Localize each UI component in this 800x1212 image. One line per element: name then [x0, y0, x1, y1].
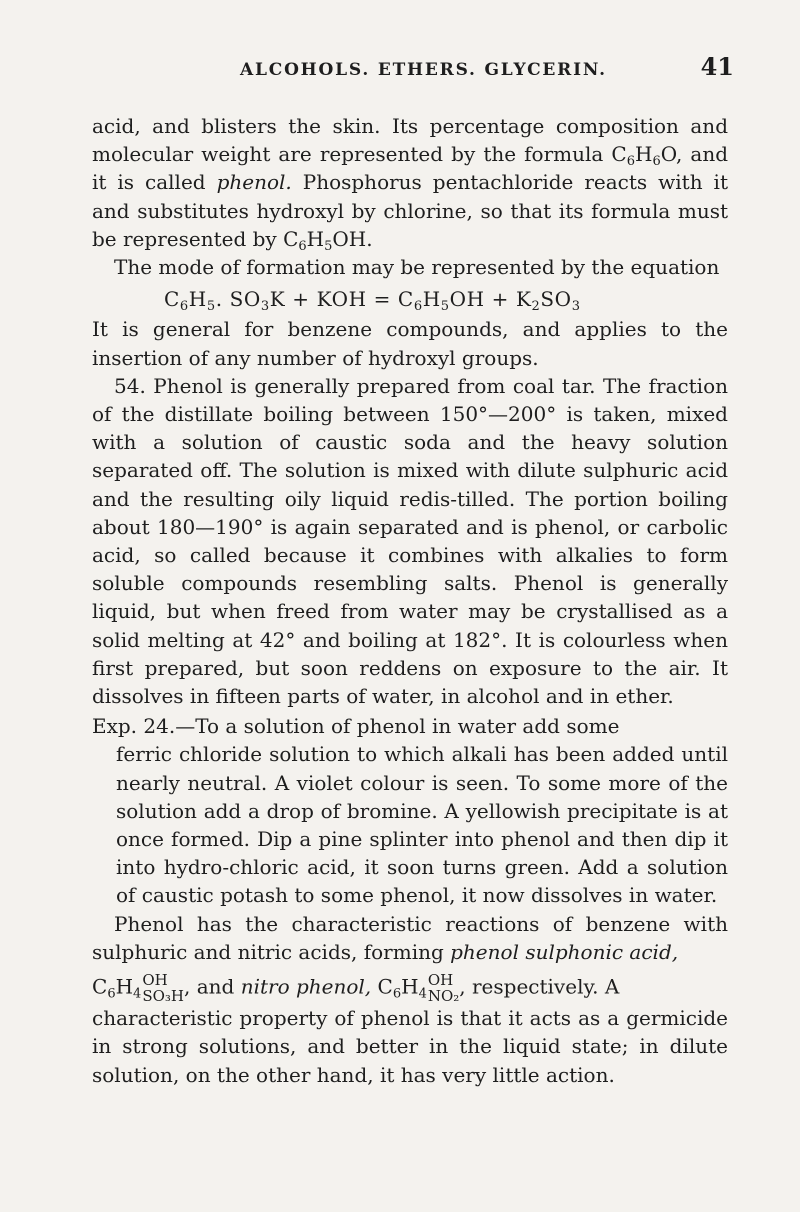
paragraph-characteristic-reactions: Phenol has the characteristic reactions of benzene with sulphuric and nitric acids, forming phenol sulphonic acid, [92, 911, 728, 964]
page-body [92, 112, 728, 1089]
paragraph-germicide: characteristic property of phenol is that it acts as a germicide in strong solutions, and better in the liquid state; in dilute solution, on the other hand, it has very little action. [92, 1006, 728, 1087]
experiment-text: ferric chloride solution to which alkali has been added until nearly neutral. A violet colour is seen. To some more of the solution add a drop of bromine. A yellowish precipitate is at once formed. Dip a pine splinter into phenol and then dip it into hydro-chloric acid, it soon turns green. Add a solution of caustic potash to some phenol, it now dissolves in water. [116, 742, 728, 908]
page-header [0, 48, 800, 82]
experiment-label: Exp. 24. [92, 714, 176, 739]
paragraph-section-54: 54. Phenol is generally prepared from coal tar. The fraction of the distillate boiling between 150°—200° is taken, mixed with a solution of caustic soda and the heavy solution separated off. The solution is mixed with dilute sulphuric acid and the resulting oily liquid redis-tilled. The portion boiling about 180—190° is again separated and is phenol, or carbolic acid, so called because it combines with alkalies to form soluble compounds resembling salts. Phenol is generally liquid, but when freed from water may be crystallised as a solid melting at 42° and boiling at 182°. It is colourless when first prepared, but soon reddens on exposure to the air. It dissolves in fifteen parts of water, in alcohol and in ether. [92, 373, 728, 709]
running-title: ALCOHOLS. ETHERS. GLYCERIN. [240, 60, 607, 80]
paragraph-phenol-formula: acid, and blisters the skin. Its percentage composition and molecular weight are represented by the formula $C_6H_6O$, and it is called phenol. Phosphorus pentachloride reacts with it and substitutes hydroxyl by chlorine, so that its formula must be represented by $C_6H_5OH$. [92, 114, 728, 254]
substituent-stack: OH SO₃H [142, 971, 184, 1006]
substituent-stack: OH NO₂ [427, 971, 460, 1006]
page-number: 41 [700, 52, 734, 81]
paragraph-general-rule: It is general for benzene compounds, and applies to the insertion of any number of hydroxyl groups. [92, 317, 728, 370]
chemical-equation: $C_6H_5$. $SO_3K$ + KOH = $C_6H_5OH + K_2SO_3$ [164, 287, 581, 315]
paragraph-mode-of-formation: The mode of formation may be represented by the equation [114, 255, 720, 280]
formula-line: $C_6H_4$ OH SO₃H , and nitro phenol, $C_6H_4$ OH NO₂ , respectively. A [92, 971, 620, 1006]
experiment-24: Exp. 24.—To a solution of phenol in water add some ferric chloride solution to which alkali has been added until nearly neutral. A violet colour is seen. To some more of the solution add a drop of bromine. A yellowish precipitate is at once formed. Dip a pine splinter into phenol and then dip it into hydro-chloric acid, it soon turns green. Add a solution of caustic potash to some phenol, it now dissolves in water. [92, 712, 728, 909]
